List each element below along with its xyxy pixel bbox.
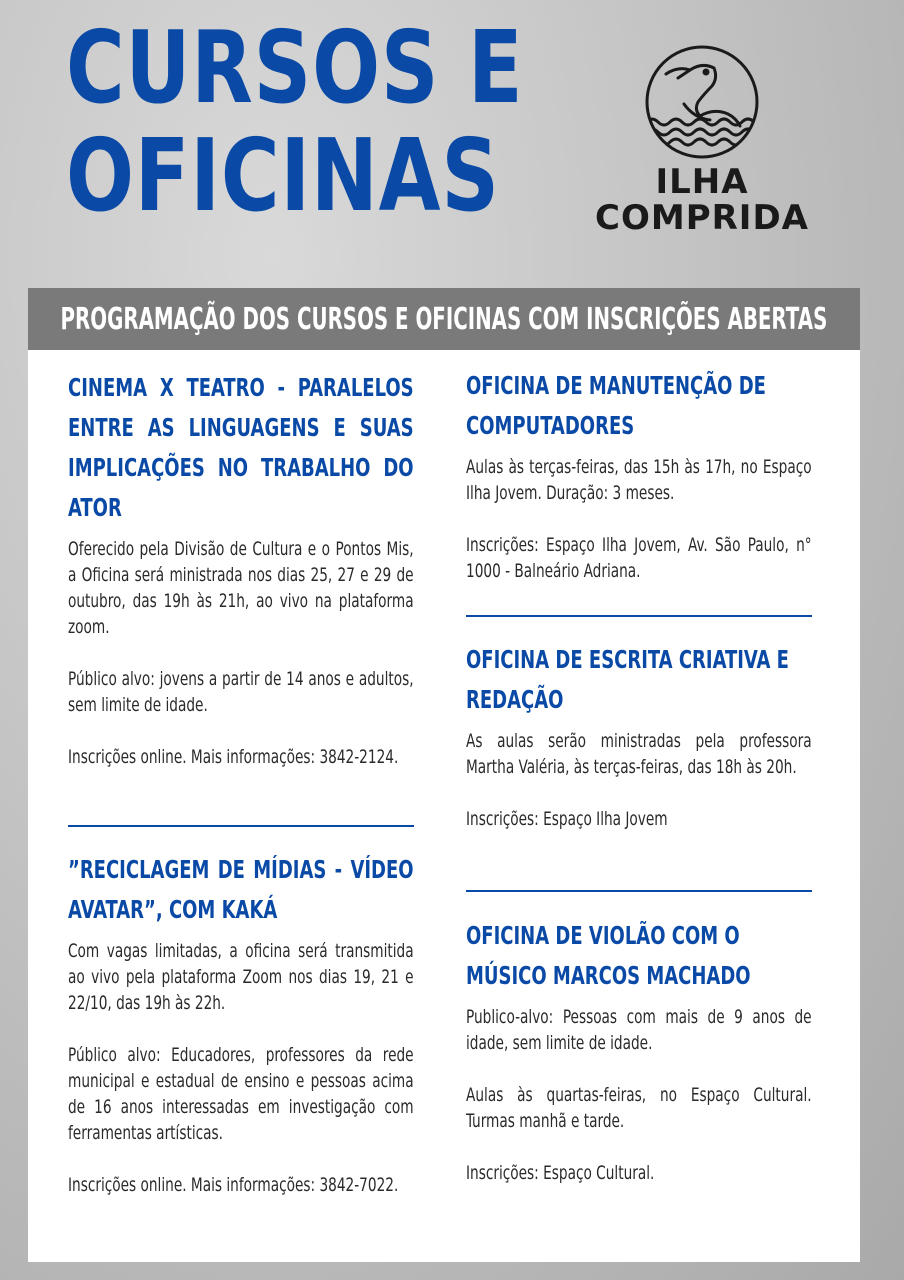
page-title-line2: OFICINAS: [66, 117, 500, 234]
course-paragraph: Oferecido pela Divisão de Cultura e o Pontos Mis, a Oficina será ministrada nos dias 25, 27 e 29 de outubro, das 19h às 21h, ao vivo na plataforma zoom.: [68, 538, 414, 638]
course-description: [466, 1004, 812, 1186]
logo-line2: COMPRIDA: [595, 198, 809, 238]
course-paragraph: Inscrições online. Mais informações: 3842-7022.: [68, 1174, 399, 1196]
heron-waves-icon: [644, 44, 760, 160]
course-paragraph: Público alvo: jovens a partir de 14 anos e adultos, sem limite de idade.: [68, 668, 414, 716]
course-description: [466, 728, 812, 832]
section-banner: [28, 288, 860, 350]
section-divider: [68, 825, 414, 827]
course-paragraph: Inscrições: Espaço Ilha Jovem: [466, 808, 668, 830]
course-title: OFICINA DE VIOLÃO COM O MÚSICO MARCOS MACHADO: [466, 921, 751, 990]
course-paragraph: Com vagas limitadas, a oficina será transmitida ao vivo pela plataforma Zoom nos dias 19, 21 e 22/10, das 19h às 22h.: [68, 940, 414, 1014]
course-description: [68, 536, 414, 770]
course-paragraph: Aulas às terças-feiras, das 15h às 17h, no Espaço Ilha Jovem. Duração: 3 meses.: [466, 456, 812, 504]
course-paragraph: Inscrições online. Mais informações: 3842-2124.: [68, 746, 399, 768]
course-item: [466, 640, 812, 858]
course-paragraph: Público alvo: Educadores, professores da rede municipal e estadual de ensino e pessoas acima de 16 anos interessadas em investigação com ferramentas artísticas.: [68, 1044, 414, 1144]
course-paragraph: Publico-alvo: Pessoas com mais de 9 anos de idade, sem limite de idade.: [466, 1006, 812, 1054]
course-title: CINEMA X TEATRO - PARALELOS ENTRE AS LINGUAGENS E SUAS IMPLICAÇÕES NO TRABALHO DO ATOR: [68, 373, 414, 522]
content-card: [28, 350, 860, 1262]
course-description: [466, 454, 812, 584]
course-item: [68, 368, 414, 796]
course-title: OFICINA DE MANUTENÇÃO DE COMPUTADORES: [466, 371, 766, 440]
logo-wordmark: [594, 164, 810, 236]
section-divider: [466, 615, 812, 617]
course-item: [68, 850, 414, 1224]
section-divider: [466, 890, 812, 892]
logo-line1: ILHA: [655, 162, 749, 202]
course-paragraph: Aulas às quartas-feiras, no Espaço Cultural. Turmas manhã e tarde.: [466, 1084, 812, 1132]
ilha-comprida-logo: [594, 44, 810, 244]
course-title: OFICINA DE ESCRITA CRIATIVA E REDAÇÃO: [466, 645, 789, 714]
course-title: ”RECICLAGEM DE MÍDIAS - VÍDEO AVATAR”, COM KAKÁ: [68, 855, 414, 924]
banner-text: PROGRAMAÇÃO DOS CURSOS E OFICINAS COM INSCRIÇÕES ABERTAS: [60, 301, 828, 337]
course-paragraph: As aulas serão ministradas pela professora Martha Valéria, às terças-feiras, das 18h às 20h.: [466, 730, 812, 778]
page-title-line1: CURSOS E: [66, 9, 524, 126]
course-paragraph: Inscrições: Espaço Ilha Jovem, Av. São Paulo, n° 1000 - Balneário Adriana.: [466, 534, 812, 582]
course-item: [466, 916, 812, 1212]
page-title: [66, 9, 524, 234]
course-item: [466, 366, 812, 610]
course-description: [68, 938, 414, 1198]
course-paragraph: Inscrições: Espaço Cultural.: [466, 1162, 655, 1184]
